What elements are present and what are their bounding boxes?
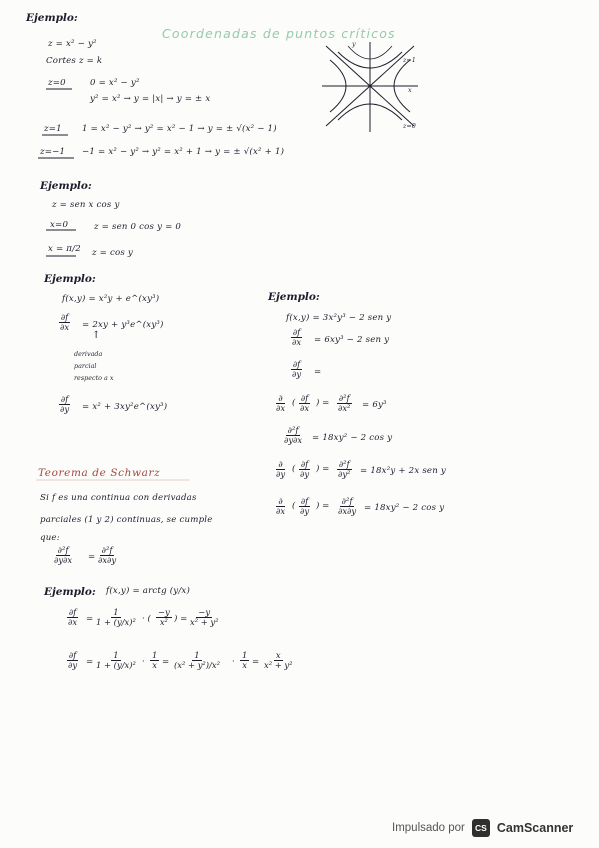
m4-result: = 18xy² − 2 cos y xyxy=(364,503,445,513)
example-2-xpi2-eq: z = cos y xyxy=(92,248,133,258)
frac-num: ∂f xyxy=(300,496,309,506)
schwarz-frac-left xyxy=(52,546,74,565)
arrow-up-icon: ↑ xyxy=(92,330,101,341)
schwarz-line-2: parciales (1 y 2) continuas, se cumple xyxy=(40,515,213,525)
watermark-brand: CamScanner xyxy=(496,821,574,835)
frac-num: ∂ xyxy=(278,459,283,469)
example-2-x0-eq: z = sen 0 cos y = 0 xyxy=(94,222,182,232)
example-1-tag-zm1: z=−1 xyxy=(40,147,66,157)
example-5-a2: · ( xyxy=(142,614,151,624)
frac-num: ∂f xyxy=(68,650,77,660)
frac-num: 1 xyxy=(194,650,200,660)
example-1-tag-z1: z=1 xyxy=(44,124,62,134)
m3-result-frac xyxy=(336,460,352,479)
frac-num: ∂²f xyxy=(338,393,350,403)
example-4-title: Ejemplo: xyxy=(268,291,320,303)
example-3-df-dx xyxy=(58,313,71,332)
frac-num: ∂²f xyxy=(341,496,353,506)
frac-num: ∂²f xyxy=(57,545,69,555)
frac-den: ∂x² xyxy=(338,403,351,414)
frac-den: ∂x∂y xyxy=(98,555,117,566)
example-5-a3 xyxy=(188,608,221,627)
example-3-df-dy xyxy=(58,395,71,414)
example-5-a2c: ) = xyxy=(174,614,188,624)
frac-den: ∂y xyxy=(60,404,70,415)
example-1-zm1-eq: −1 = x² − y² → y² = x² + 1 → y = ± √(x² + 1) xyxy=(82,147,285,157)
paren-open: ( xyxy=(292,398,296,408)
frac-den: ∂x xyxy=(276,403,286,414)
frac-num: x xyxy=(275,650,281,660)
m2-frac xyxy=(282,426,304,445)
m1-result-frac xyxy=(336,394,352,413)
paren-close: ) = xyxy=(316,501,330,511)
frac-den: x² + y² xyxy=(190,617,219,628)
example-5-b4a xyxy=(240,651,249,670)
example-5-b4: · xyxy=(232,657,235,667)
frac-num: −y xyxy=(158,607,170,617)
example-5-function: f(x,y) = arctg (y/x) xyxy=(106,586,191,596)
graph-tag-top: z=1 xyxy=(403,56,416,64)
frac-den: 1 + (y/x)² xyxy=(96,660,136,671)
frac-den: ∂x xyxy=(68,617,78,628)
m4-op xyxy=(274,497,287,516)
example-1-cuts: Cortes z = k xyxy=(46,56,103,66)
frac-den: ∂x xyxy=(300,403,310,414)
example-4-function: f(x,y) = 3x²y³ − 2 sen y xyxy=(286,313,392,323)
example-5-df-dy xyxy=(66,651,79,670)
frac-den: ∂y² xyxy=(338,469,351,480)
frac-den: ∂x xyxy=(276,506,286,517)
frac-den: ∂x xyxy=(292,337,302,348)
example-5-b3: = xyxy=(162,657,170,667)
frac-num: 1 xyxy=(113,607,119,617)
example-3-note-2: parcial xyxy=(74,362,97,370)
example-5-title: Ejemplo: xyxy=(44,586,96,598)
example-5-b3a xyxy=(172,651,222,670)
paren-open: ( xyxy=(292,501,296,511)
m3-op xyxy=(274,460,287,479)
example-1-z1-eq: 1 = x² − y² → y² = x² − 1 → y = ± √(x² − 1) xyxy=(82,124,277,134)
hyperbola-level-curves xyxy=(318,38,430,134)
frac-num: 1 xyxy=(242,650,248,660)
frac-num: ∂f xyxy=(292,327,301,337)
highlighted-title-text: Coordenadas de puntos críticos xyxy=(162,26,396,41)
example-5-b1 xyxy=(94,651,138,670)
frac-num: ∂f xyxy=(292,359,301,369)
example-5-b5: = xyxy=(252,657,260,667)
schwarz-equals: = xyxy=(88,552,96,562)
frac-num: ∂f xyxy=(60,394,69,404)
example-4-df-dx-result: = 6xy³ − 2 sen y xyxy=(314,335,390,345)
frac-den: ∂y xyxy=(276,469,286,480)
graph-tag-bottom: z=0 xyxy=(403,122,416,130)
paren-open: ( xyxy=(292,464,296,474)
frac-num: 1 xyxy=(113,650,119,660)
example-1-z0-solution: y² = x² → y = |x| → y = ± x xyxy=(90,94,211,104)
example-5-b2: · xyxy=(142,657,145,667)
frac-num: ∂ xyxy=(278,496,283,506)
frac-num: ∂²f xyxy=(101,545,113,555)
frac-den: x xyxy=(152,660,158,671)
schwarz-line-3: que: xyxy=(40,533,60,543)
example-5-a1 xyxy=(94,608,138,627)
camscanner-watermark xyxy=(392,818,573,838)
example-2-function: z = sen x cos y xyxy=(52,200,120,210)
m1-op xyxy=(274,394,287,413)
m4-result-frac xyxy=(336,497,358,516)
example-1-title: Ejemplo: xyxy=(26,12,78,24)
frac-den: x² + y² xyxy=(264,660,293,671)
frac-den: ∂y xyxy=(300,469,310,480)
example-1-z0-eq: 0 = x² − y² xyxy=(90,78,140,88)
example-3-note-1: derivada xyxy=(74,350,103,358)
frac-den: ∂x xyxy=(60,322,70,333)
example-3-note-3: respecto a x xyxy=(74,374,114,382)
m1-inner xyxy=(298,394,311,413)
schwarz-title: Teorema de Schwarz xyxy=(38,467,161,479)
graph-x-label: x xyxy=(408,86,412,94)
equals: = xyxy=(86,657,94,667)
frac-den: (x² + y²)/x² xyxy=(174,660,220,671)
m4-inner xyxy=(298,497,311,516)
m3-inner xyxy=(298,460,311,479)
example-3-function: f(x,y) = x²y + e^(xy³) xyxy=(62,294,160,304)
frac-den: ∂y∂x xyxy=(284,435,303,446)
m3-result: = 18x²y + 2x sen y xyxy=(360,466,446,476)
example-4-df-dy-result: = xyxy=(314,367,322,377)
frac-den: ∂y xyxy=(292,369,302,380)
schwarz-line-1: Si f es una continua con derivadas xyxy=(40,493,197,503)
example-3-title: Ejemplo: xyxy=(44,273,96,285)
frac-den: ∂y∂x xyxy=(54,555,73,566)
example-3-df-dx-result: = 2xy + y³e^(xy³) xyxy=(82,320,164,330)
graph-y-label: y xyxy=(352,40,356,48)
frac-den: ∂y xyxy=(68,660,78,671)
example-4-df-dx xyxy=(290,328,303,347)
example-3-df-dy-result: = x² + 3xy²e^(xy³) xyxy=(82,402,168,412)
frac-num: ∂²f xyxy=(287,425,299,435)
paren-close: ) = xyxy=(316,464,330,474)
camscanner-logo-icon: CS xyxy=(472,819,490,837)
example-4-df-dy xyxy=(290,360,303,379)
watermark-label: Impulsado por xyxy=(392,822,465,834)
frac-num: ∂f xyxy=(60,312,69,322)
example-2-title: Ejemplo: xyxy=(40,180,92,192)
frac-den: ∂y xyxy=(300,506,310,517)
example-1-function: z = x² − y² xyxy=(48,39,97,49)
equals: = xyxy=(86,614,94,624)
frac-num: 1 xyxy=(152,650,158,660)
example-1-tag-z0: z=0 xyxy=(48,78,66,88)
frac-num: ∂f xyxy=(300,459,309,469)
schwarz-frac-right xyxy=(96,546,118,565)
frac-num: ∂f xyxy=(68,607,77,617)
example-2-tag-xpi2: x = π/2 xyxy=(48,244,81,254)
frac-den: x² xyxy=(159,617,168,628)
frac-den: x xyxy=(242,660,248,671)
frac-num: ∂²f xyxy=(338,459,350,469)
frac-den: 1 + (y/x)² xyxy=(96,617,136,628)
m2-result: = 18xy² − 2 cos y xyxy=(312,433,393,443)
frac-num: ∂ xyxy=(278,393,283,403)
example-5-b2a xyxy=(150,651,159,670)
paren-close: ) = xyxy=(316,398,330,408)
frac-den: ∂x∂y xyxy=(338,506,357,517)
example-5-a2b xyxy=(156,608,172,627)
example-2-tag-x0: x=0 xyxy=(50,220,69,230)
example-5-b5a xyxy=(262,651,295,670)
frac-num: ∂f xyxy=(300,393,309,403)
m1-result: = 6y³ xyxy=(362,400,387,410)
example-5-df-dx xyxy=(66,608,79,627)
frac-num: −y xyxy=(198,607,211,617)
